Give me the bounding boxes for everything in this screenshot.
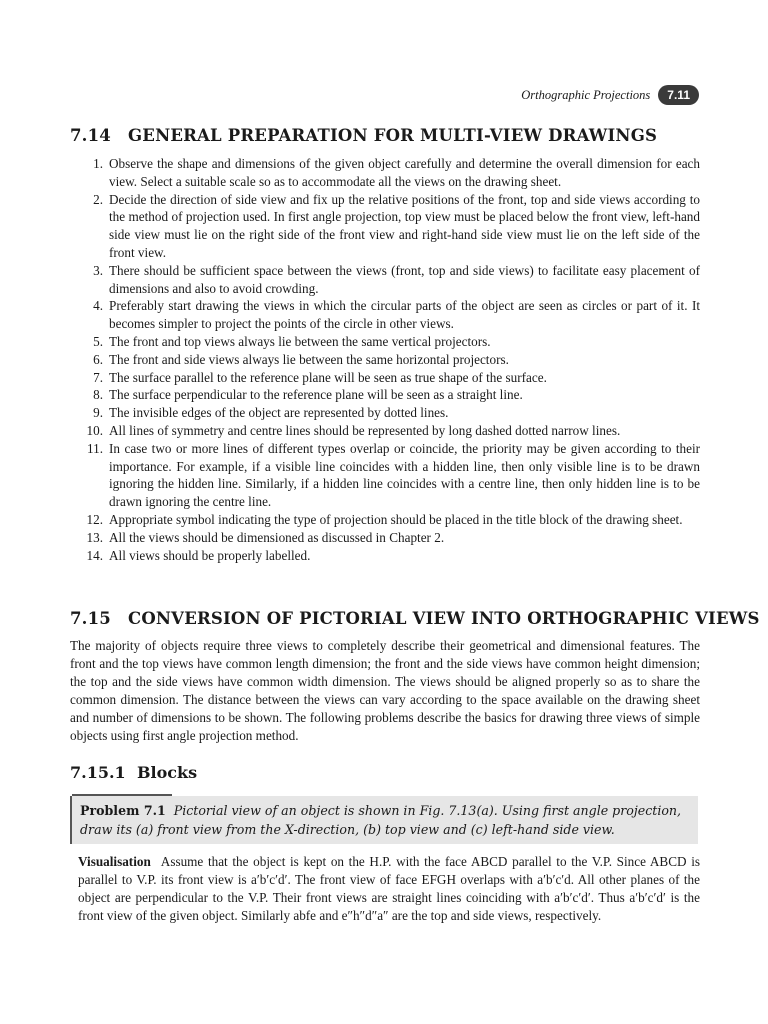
section-title: GENERAL PREPARATION FOR MULTI-VIEW DRAWINGS xyxy=(128,126,658,145)
subsection-number: 7.15.1 xyxy=(70,763,126,782)
list-item xyxy=(70,351,700,369)
list-item xyxy=(70,511,700,529)
list-item xyxy=(70,440,700,511)
visualisation-lead: Visualisation xyxy=(78,854,151,869)
visualisation-paragraph xyxy=(78,853,700,925)
section-heading-7-15 xyxy=(70,609,760,628)
list-item xyxy=(70,529,700,547)
list-item-number: 7. xyxy=(93,369,103,385)
list-item-text: The invisible edges of the object are represented by dotted lines. xyxy=(109,405,449,421)
problem-box xyxy=(70,796,698,844)
list-item xyxy=(70,262,700,298)
running-header xyxy=(521,85,699,105)
list-item xyxy=(70,386,700,404)
section-number: 7.14 xyxy=(70,126,111,145)
list-item xyxy=(70,191,700,262)
problem-text: Pictorial view of an object is shown in Fig. 7.13(a). Using first angle projection, draw its (a) front view from the X-direction, (b) top view and (c) left-hand side view. xyxy=(80,803,682,837)
list-item-number: 8. xyxy=(93,387,103,403)
list-item xyxy=(70,547,700,565)
list-item xyxy=(70,369,700,387)
list-item-number: 1. xyxy=(93,156,103,171)
list-item-text: The surface parallel to the reference plane will be seen as true shape of the surface. xyxy=(109,369,547,385)
subsection-heading-7-15-1 xyxy=(70,763,197,782)
section-heading-7-14 xyxy=(70,126,657,145)
list-item-text: All lines of symmetry and centre lines should be represented by long dashed dotted narrow lines. xyxy=(109,422,621,438)
list-item xyxy=(70,404,700,422)
list-item-text: In case two or more lines of different types overlap or coincide, the priority may be given according to their importance. For example, if a visible line coincides with a hidden line, then only visible line is to be drawn ignoring the hidden line. Similarly, if a hidden line coincides with a centre line, then only hidden line is to be drawn ignoring the centre line. xyxy=(109,440,700,510)
list-item-text: The front and top views always lie between the same vertical projectors. xyxy=(109,333,491,349)
list-item-text: All views should be properly labelled. xyxy=(109,547,311,563)
section-number: 7.15 xyxy=(70,609,111,628)
list-item-text: The front and side views always lie between the same horizontal projectors. xyxy=(109,351,509,367)
list-item-number: 5. xyxy=(93,333,103,349)
list-item-number: 13. xyxy=(86,529,103,545)
list-item-text: The surface perpendicular to the reference plane will be seen as a straight line. xyxy=(109,387,523,403)
list-item-number: 10. xyxy=(86,422,103,438)
list-item-number: 3. xyxy=(93,262,103,278)
list-item xyxy=(70,422,700,440)
list-item-number: 2. xyxy=(93,191,103,207)
running-title: Orthographic Projections xyxy=(521,87,651,102)
visualisation-text: Assume that the object is kept on the H.P. with the face ABCD parallel to the V.P. Since ABCD is parallel to V.P. its front view is a′b′c′d′. The front view of face EFGH overlaps with a′b′c′d. All other planes of the object are perpendicular to the V.P. Their front views are straight lines coinciding with a′b′c′d′. Thus a′b′c′d′ is the front view of the given object. Similarly abfe and e″h″d″a″ are the top and side views, respectively. xyxy=(78,854,700,923)
list-item xyxy=(70,297,700,333)
list-item-text: Observe the shape and dimensions of the given object carefully and determine the overall dimension for each view. Select a suitable scale so as to accommodate all the views on the drawing sheet. xyxy=(109,156,700,189)
list-item-text: All the views should be dimensioned as discussed in Chapter 2. xyxy=(109,529,445,545)
list-item xyxy=(70,155,700,191)
preparation-steps-list xyxy=(70,155,700,564)
list-item-number: 11. xyxy=(87,440,103,456)
list-item-number: 4. xyxy=(93,298,103,314)
list-item-text: Preferably start drawing the views in which the circular parts of the object are seen as circles or part of it. It becomes simpler to project the points of the circle in other views. xyxy=(109,298,700,332)
problem-statement xyxy=(80,801,690,839)
problem-box-accent xyxy=(72,794,172,796)
list-item-number: 9. xyxy=(93,405,103,421)
section-title: CONVERSION OF PICTORIAL VIEW INTO ORTHOGRAPHIC VIEWS xyxy=(128,609,760,628)
list-item-text: Appropriate symbol indicating the type of projection should be placed in the title block of the drawing sheet. xyxy=(109,511,683,527)
list-item xyxy=(70,333,700,351)
conversion-paragraph: The majority of objects require three views to completely describe their geometrical and dimensional features. The front and the top views have common length dimension; the front and the side views have common height dimension; the top and the side views have common width dimension. The views should be aligned properly so as to share the common dimension. The distance between the views can vary according to the space available on the drawing sheet and number of dimensions to be shown. The following problems describe the basics for drawing three views of simple objects using first angle projection method. xyxy=(70,638,700,743)
list-item-number: 6. xyxy=(93,351,103,367)
list-item-number: 14. xyxy=(86,547,103,563)
list-item-text: Decide the direction of side view and fix up the relative positions of the front, top and side views according to the method of projection used. In first angle projection, top view must be placed below the front view, left-hand side view must lie on the right side of the front view and right-hand side view must lie on the left side of the front view. xyxy=(109,191,700,260)
subsection-title: Blocks xyxy=(137,763,198,782)
list-item-number: 12. xyxy=(86,511,103,527)
page-number-badge: 7.11 xyxy=(658,85,699,105)
list-item-text: There should be sufficient space between the views (front, top and side views) to facilitate easy placement of dimensions and also to avoid crowding. xyxy=(109,262,700,296)
problem-label: Problem 7.1 xyxy=(80,803,166,818)
